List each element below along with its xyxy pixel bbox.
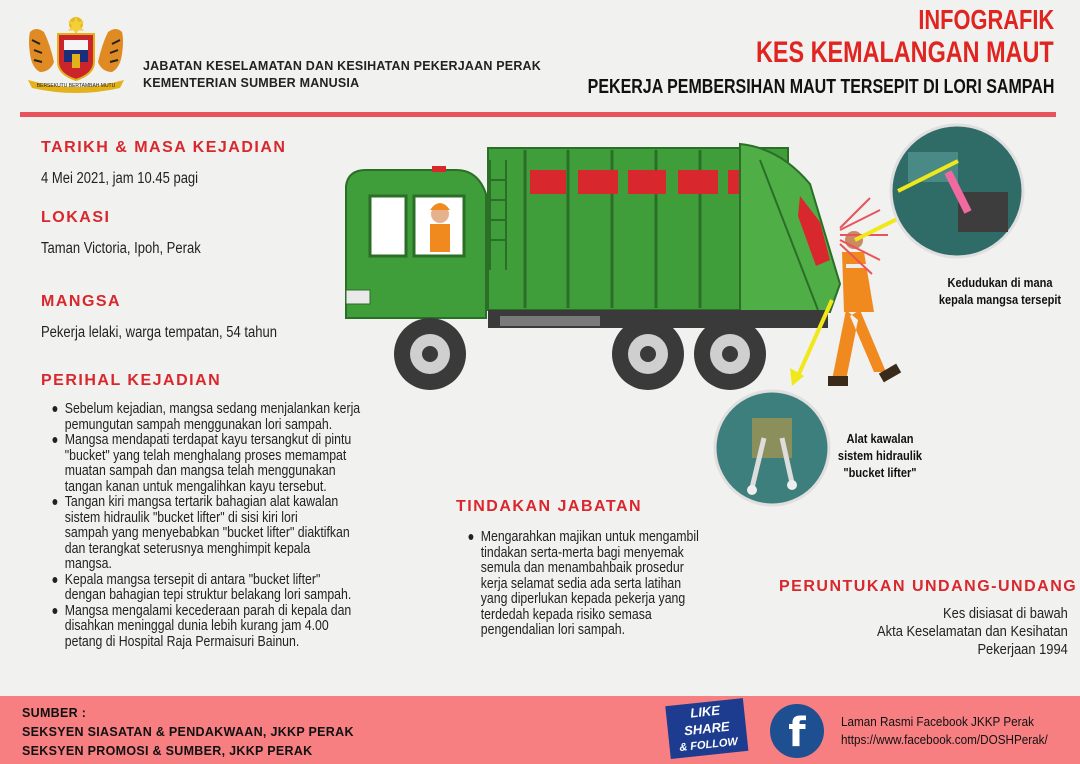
incident-line: sistem hidraulik "bucket lifter" di sisi kiri lori [64,508,298,526]
source-line1: SEKSYEN SIASATAN & PENDAKWAAN, JKKP PERAK [22,725,354,739]
action-line: tindakan serta-merta bagi menyemak [480,543,684,561]
source-block [22,704,354,761]
caption-line: Alat kawalan [846,431,914,446]
action-line: kerja selamat sedia ada serta latihan [480,574,682,592]
incident-line: muatan sampah dan mangsa telah menggunakan [64,462,336,479]
incident-list [50,401,426,649]
page-subtitle: PEKERJA PEMBERSIHAN MAUT TERSEPIT DI LORI SAMPAH [587,76,1054,98]
badge-follow: & FOLLOW [678,735,739,754]
incident-line: Mangsa mendapati terdapat kayu tersangkut di pintu [64,431,352,448]
head-position-caption [936,274,1064,308]
incident-item [50,494,426,572]
incident-line: Mangsa mengalami kecederaan parah di kepala dan [64,601,352,619]
incident-line: sampah yang menyebabkan "bucket lifter" diaktifkan [64,524,350,541]
incident-line: mangsa. [64,555,112,572]
action-heading: TINDAKAN JABATAN [456,498,643,515]
action-line: yang diperlukan kepada pekerja yang [480,590,686,607]
action-line: Mengarahkan majikan untuk mengambil [480,528,699,545]
incident-line: tangan kanan untuk mengalihkan kayu tersebut. [64,477,327,495]
incident-line: dengan bahagian tepi struktur belakang lori sampah. [64,586,352,603]
incident-line: disahkan meninggal dunia lebih kurang jam 4.00 [64,617,329,634]
badge-share: SHARE [683,718,731,739]
org-line2: KEMENTERIAN SUMBER MANUSIA [143,76,360,90]
incident-line: Tangan kiri mangsa tertarik bahagian alat kawalan [64,493,339,510]
law-heading: PERUNTUKAN UNDANG-UNDANG [779,578,1078,595]
caption-line: sistem hidraulik [837,448,923,463]
crest-icon [20,14,132,94]
incident-line: petang di Hospital Raja Permaisuri Bainun. [64,632,300,650]
incident-item [50,603,426,650]
action-line: pengendalian lori sampah. [480,621,626,638]
law-line: Pekerjaan 1994 [977,641,1068,658]
fb-page-name: Laman Rasmi Facebook JKKP Perak [841,714,1034,729]
incident-line: Sebelum kejadian, mangsa sedang menjalankan kerja [64,400,361,417]
action-block [466,529,745,638]
fb-url[interactable]: https://www.facebook.com/DOSHPerak/ [841,732,1048,747]
caption-line: "bucket lifter" [843,465,917,480]
incident-list-wrap [50,401,426,649]
incident-item [50,401,426,432]
org-line1: JABATAN KESELAMATAN DAN KESIHATAN PEKERJAAN PERAK [143,59,542,73]
date-text: 4 Mei 2021, jam 10.45 pagi [41,170,199,187]
org-name [143,58,541,92]
truck-illustration [340,140,920,400]
like-share-badge[interactable] [665,698,748,762]
victim-heading: MANGSA [41,293,122,310]
law-text [877,605,1068,659]
control-photo [712,388,832,508]
incident-line: "bucket" yang telah menghalang proses memampat [64,446,347,464]
caption-line: kepala mangsa tersepit [938,292,1062,307]
source-label: SUMBER : [22,706,87,720]
title-line2: KES KEMALANGAN MAUT [756,36,1054,69]
source-line2: SEKSYEN PROMOSI & SUMBER, JKKP PERAK [22,744,313,758]
victim-text: Pekerja lelaki, warga tempatan, 54 tahun [41,324,277,341]
facebook-icon[interactable]: f [770,704,824,758]
incident-item [50,572,426,603]
law-line: Akta Keselamatan dan Kesihatan [877,623,1068,640]
incident-line: dan terangkat seterusnya menghimpit kepala [64,539,311,557]
incident-item [50,432,426,494]
action-line: terdedah kepada risiko semasa [480,605,652,623]
title-line1: INFOGRAFIK [918,4,1054,35]
facebook-text [841,713,1048,749]
action-line: semula dan menambahbaik prosedur [480,559,684,576]
date-heading: TARIKH & MASA KEJADIAN [41,139,287,156]
law-line: Kes disiasat di bawah [943,605,1068,622]
incident-line: pemungutan sampah menggunakan lori sampah. [64,415,333,433]
head-position-photo [888,122,1026,260]
location-text: Taman Victoria, Ipoh, Perak [41,240,201,257]
location-heading: LOKASI [41,209,111,226]
header-divider [20,112,1056,117]
incident-heading: PERIHAL KEJADIAN [41,372,222,389]
control-caption [829,430,931,481]
action-item [466,529,745,638]
caption-line: Kedudukan di mana [947,275,1053,290]
badge-like: LIKE [689,702,721,721]
svg-text:BERSEKUTU BERTAMBAH MUTU: BERSEKUTU BERTAMBAH MUTU [36,83,116,89]
incident-line: Kepala mangsa tersepit di antara "bucket lifter" [64,570,321,588]
